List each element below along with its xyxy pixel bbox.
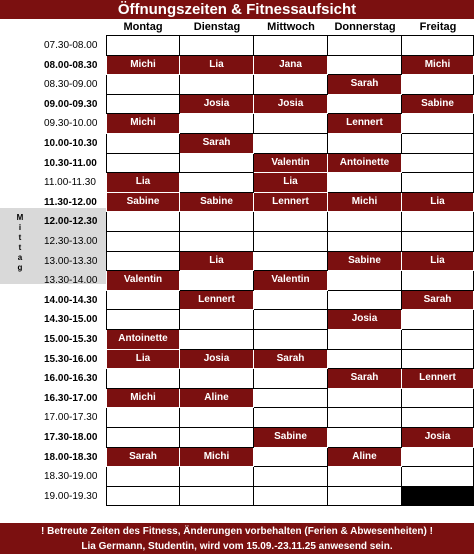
shift-cell-friday bbox=[402, 467, 474, 487]
footer-attendance: Lia Germann, Studentin, wird vom 15.09.-23.11.25 anwesend sein. bbox=[81, 541, 393, 552]
shift-cell-thursday: Antoinette bbox=[328, 154, 402, 174]
shift-cell-thursday bbox=[328, 350, 402, 370]
shift-cell-monday: Michi bbox=[106, 114, 180, 134]
shift-cell-wednesday bbox=[254, 389, 328, 409]
shift-cell-wednesday bbox=[254, 75, 328, 95]
shift-cell-wednesday bbox=[254, 291, 328, 311]
shift-cell-monday: Lia bbox=[106, 350, 180, 370]
shift-cell-wednesday: Lennert bbox=[254, 193, 328, 213]
time-slot-label: 10.00-10.30 bbox=[44, 138, 98, 149]
shift-cell-wednesday: Sabine bbox=[254, 428, 328, 448]
time-slot-label: 10.30-11.00 bbox=[44, 157, 97, 169]
time-slot-label: 07.30-08.00 bbox=[44, 40, 98, 51]
shift-cell-thursday: Sarah bbox=[328, 369, 402, 389]
table-row bbox=[0, 232, 474, 252]
time-slot-label: 15.00-15.30 bbox=[44, 334, 98, 345]
table-row bbox=[0, 448, 474, 468]
time-slot-label: 09.30-10.00 bbox=[44, 118, 98, 130]
time-slot-label: 17.00-17.30 bbox=[44, 412, 98, 424]
shift-cell-thursday bbox=[328, 428, 402, 448]
shift-cell-friday bbox=[402, 448, 474, 468]
shift-cell-thursday bbox=[328, 487, 402, 507]
shift-cell-monday: Lia bbox=[106, 173, 180, 193]
shift-cell-thursday bbox=[328, 232, 402, 252]
shift-cell-monday bbox=[106, 232, 180, 252]
shift-cell-friday bbox=[402, 212, 474, 232]
table-row bbox=[0, 95, 474, 115]
time-slot-label: 16.30-17.00 bbox=[44, 392, 98, 404]
shift-cell-friday: Lennert bbox=[402, 369, 474, 389]
shift-cell-wednesday bbox=[254, 252, 328, 272]
shift-cell-tuesday: Michi bbox=[180, 448, 254, 468]
shift-cell-wednesday bbox=[254, 114, 328, 134]
time-slot-label: 08.00-08.30 bbox=[44, 59, 98, 71]
shift-cell-wednesday bbox=[254, 212, 328, 232]
table-row bbox=[0, 36, 474, 56]
time-slot-label: 18.00-18.30 bbox=[44, 451, 98, 463]
shift-cell-thursday bbox=[328, 271, 402, 291]
lunch-letter: t bbox=[18, 233, 22, 242]
shift-cell-monday: Michi bbox=[106, 389, 180, 409]
table-row bbox=[0, 467, 474, 487]
shift-cell-friday: Sarah bbox=[402, 291, 474, 311]
shift-cell-monday bbox=[106, 36, 180, 56]
shift-cell-tuesday bbox=[180, 330, 254, 350]
time-slot-label: 09.00-09.30 bbox=[44, 98, 98, 110]
shift-cell-tuesday: Sabine bbox=[180, 193, 254, 213]
shift-cell-friday bbox=[402, 173, 474, 193]
shift-cell-monday bbox=[106, 310, 180, 330]
shift-cell-thursday bbox=[328, 56, 402, 76]
table-row bbox=[0, 369, 474, 389]
table-row bbox=[0, 193, 474, 213]
shift-cell-monday: Sabine bbox=[106, 193, 180, 213]
day-header-wednesday: Mittwoch bbox=[267, 21, 315, 33]
shift-cell-friday bbox=[402, 271, 474, 291]
shift-cell-wednesday: Josia bbox=[254, 95, 328, 115]
shift-cell-wednesday bbox=[254, 330, 328, 350]
shift-cell-thursday bbox=[328, 95, 402, 115]
shift-cell-thursday: Michi bbox=[328, 193, 402, 213]
shift-cell-friday bbox=[402, 154, 474, 174]
shift-cell-friday bbox=[402, 408, 474, 428]
shift-cell-friday: Lia bbox=[402, 252, 474, 272]
shift-cell-tuesday: Josia bbox=[180, 350, 254, 370]
shift-cell-friday bbox=[402, 134, 474, 154]
shift-cell-wednesday: Jana bbox=[254, 56, 328, 76]
shift-cell-friday bbox=[402, 487, 474, 507]
shift-cell-friday bbox=[402, 36, 474, 56]
shift-cell-thursday bbox=[328, 467, 402, 487]
shift-cell-friday bbox=[402, 232, 474, 252]
shift-cell-monday: Valentin bbox=[106, 271, 180, 291]
table-row bbox=[0, 271, 474, 291]
shift-cell-monday bbox=[106, 134, 180, 154]
shift-cell-monday bbox=[106, 212, 180, 232]
shift-cell-monday bbox=[106, 95, 180, 115]
shift-cell-friday bbox=[402, 389, 474, 409]
table-row bbox=[0, 154, 474, 174]
shift-cell-tuesday: Lennert bbox=[180, 291, 254, 311]
shift-cell-friday bbox=[402, 114, 474, 134]
shift-cell-monday bbox=[106, 428, 180, 448]
shift-cell-thursday: Sarah bbox=[328, 75, 402, 95]
day-header-thursday: Donnerstag bbox=[334, 21, 396, 33]
day-header-monday: Montag bbox=[123, 21, 163, 33]
shift-cell-monday bbox=[106, 467, 180, 487]
table-row bbox=[0, 134, 474, 154]
shift-cell-friday bbox=[402, 330, 474, 350]
shift-cell-friday: Sabine bbox=[402, 95, 474, 115]
time-slot-label: 17.30-18.00 bbox=[44, 432, 98, 443]
shift-cell-tuesday bbox=[180, 173, 254, 193]
shift-cell-friday: Josia bbox=[402, 428, 474, 448]
table-row bbox=[0, 389, 474, 409]
shift-cell-wednesday: Valentin bbox=[254, 154, 328, 174]
shift-cell-thursday bbox=[328, 36, 402, 56]
lunch-letter: g bbox=[17, 263, 23, 272]
shift-cell-tuesday bbox=[180, 212, 254, 232]
shift-cell-tuesday bbox=[180, 271, 254, 291]
lunch-letter: t bbox=[18, 243, 22, 252]
shift-cell-friday: Michi bbox=[402, 56, 474, 76]
shift-cell-monday bbox=[106, 408, 180, 428]
shift-cell-thursday bbox=[328, 291, 402, 311]
shift-cell-monday: Sarah bbox=[106, 448, 180, 468]
shift-cell-thursday bbox=[328, 408, 402, 428]
shift-cell-friday: Lia bbox=[402, 193, 474, 213]
time-slot-label: 11.00-11.30 bbox=[44, 177, 96, 189]
shift-cell-tuesday bbox=[180, 428, 254, 448]
table-row bbox=[0, 56, 474, 76]
shift-cell-wednesday bbox=[254, 36, 328, 56]
table-row bbox=[0, 310, 474, 330]
shift-cell-wednesday: Valentin bbox=[254, 271, 328, 291]
time-slot-label: 11.30-12.00 bbox=[44, 196, 97, 208]
shift-cell-tuesday bbox=[180, 310, 254, 330]
lunch-letter: a bbox=[17, 253, 23, 262]
shift-cell-friday bbox=[402, 350, 474, 370]
time-slot-label: 08.30-09.00 bbox=[44, 79, 98, 91]
shift-cell-wednesday bbox=[254, 310, 328, 330]
shift-cell-thursday bbox=[328, 134, 402, 154]
shift-cell-monday bbox=[106, 252, 180, 272]
shift-cell-tuesday: Lia bbox=[180, 252, 254, 272]
lunch-letter: M bbox=[16, 213, 24, 222]
shift-cell-tuesday bbox=[180, 487, 254, 507]
time-slot-label: 16.00-16.30 bbox=[44, 373, 98, 385]
shift-cell-monday bbox=[106, 75, 180, 95]
table-row bbox=[0, 330, 474, 350]
table-row bbox=[0, 173, 474, 193]
shift-cell-tuesday bbox=[180, 369, 254, 389]
shift-cell-monday bbox=[106, 154, 180, 174]
time-slot-label: 18.30-19.00 bbox=[44, 471, 98, 483]
table-row bbox=[0, 114, 474, 134]
day-header-row bbox=[0, 19, 474, 36]
shift-cell-tuesday bbox=[180, 232, 254, 252]
shift-cell-wednesday bbox=[254, 134, 328, 154]
time-slot-label: 13.30-14.00 bbox=[44, 275, 98, 287]
shift-cell-wednesday bbox=[254, 232, 328, 252]
table-row bbox=[0, 291, 474, 311]
table-row bbox=[0, 75, 474, 95]
shift-cell-thursday: Aline bbox=[328, 448, 402, 468]
shift-cell-thursday: Sabine bbox=[328, 252, 402, 272]
shift-cell-thursday bbox=[328, 330, 402, 350]
shift-cell-tuesday: Josia bbox=[180, 95, 254, 115]
table-row bbox=[0, 212, 474, 232]
shift-cell-tuesday: Lia bbox=[180, 56, 254, 76]
shift-cell-monday: Antoinette bbox=[106, 330, 180, 350]
shift-cell-thursday bbox=[328, 173, 402, 193]
shift-cell-tuesday: Sarah bbox=[180, 134, 254, 154]
time-slot-label: 12.30-13.00 bbox=[40, 232, 106, 252]
shift-cell-tuesday bbox=[180, 75, 254, 95]
table-row bbox=[0, 350, 474, 370]
time-slot-label: 14.30-15.00 bbox=[44, 314, 98, 326]
shift-cell-tuesday bbox=[180, 36, 254, 56]
time-slot-label: 15.30-16.00 bbox=[44, 353, 98, 365]
lunch-letter: i bbox=[18, 223, 22, 232]
shift-cell-wednesday bbox=[254, 369, 328, 389]
shift-cell-thursday bbox=[328, 212, 402, 232]
day-header-tuesday: Dienstag bbox=[193, 21, 241, 33]
time-slot-label: 13.00-13.30 bbox=[40, 252, 106, 272]
time-slot-label: 14.00-14.30 bbox=[44, 294, 98, 306]
schedule-title: Öffnungszeiten & Fitnessaufsicht bbox=[0, 0, 474, 19]
shift-cell-monday bbox=[106, 369, 180, 389]
shift-cell-wednesday bbox=[254, 487, 328, 507]
shift-cell-tuesday bbox=[180, 154, 254, 174]
table-row bbox=[0, 428, 474, 448]
shift-cell-thursday bbox=[328, 389, 402, 409]
table-row bbox=[0, 252, 474, 272]
shift-cell-wednesday bbox=[254, 408, 328, 428]
shift-cell-wednesday bbox=[254, 467, 328, 487]
shift-cell-wednesday: Lia bbox=[254, 173, 328, 193]
shift-cell-thursday: Lennert bbox=[328, 114, 402, 134]
time-slot-label: 19.00-19.30 bbox=[44, 490, 98, 502]
footer-banner bbox=[0, 523, 474, 554]
shift-cell-wednesday bbox=[254, 448, 328, 468]
table-row bbox=[0, 487, 474, 507]
day-header-friday: Freitag bbox=[419, 21, 457, 33]
shift-cell-friday bbox=[402, 75, 474, 95]
table-row bbox=[0, 408, 474, 428]
time-slot-label: 12.00-12.30 bbox=[40, 212, 106, 232]
shift-cell-tuesday bbox=[180, 114, 254, 134]
shift-cell-tuesday bbox=[180, 467, 254, 487]
shift-cell-thursday: Josia bbox=[328, 310, 402, 330]
shift-cell-monday bbox=[106, 487, 180, 507]
shift-cell-tuesday bbox=[180, 408, 254, 428]
shift-cell-tuesday: Aline bbox=[180, 389, 254, 409]
shift-cell-monday: Michi bbox=[106, 56, 180, 76]
footer-note: ! Betreute Zeiten des Fitness, Änderungen vorbehalten (Ferien & Abwesenheiten) ! bbox=[41, 526, 433, 537]
shift-cell-wednesday: Sarah bbox=[254, 350, 328, 370]
shift-cell-monday bbox=[106, 291, 180, 311]
shift-cell-friday bbox=[402, 310, 474, 330]
